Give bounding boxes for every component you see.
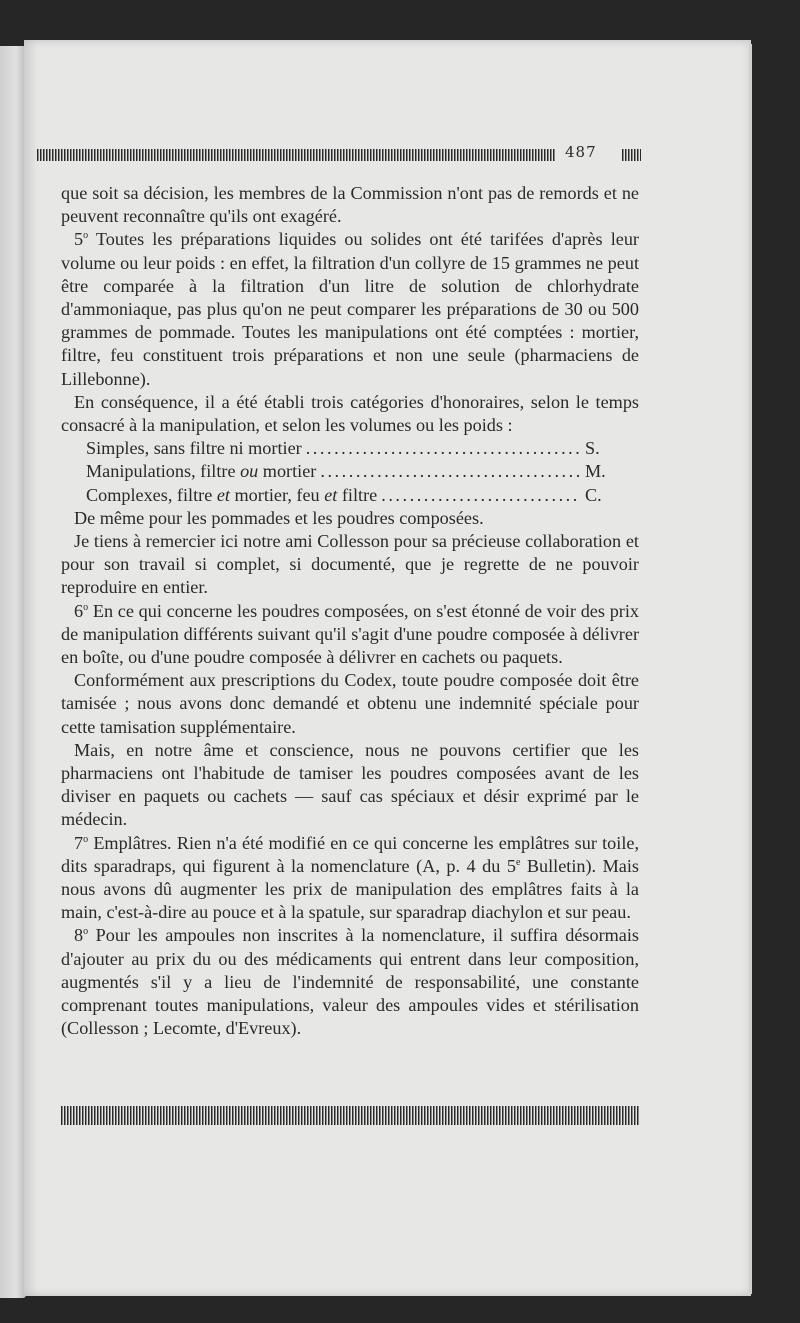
paragraph-7: 7$^o$ Emplâtres. Rien n'a été modifié en ce qui concerne les emplâtres sur toile, dits sparadraps, qui figurent à la nomenclature (A, p. 4 du 5e Bulletin). Mais nous avons dû augmenter les prix de manipulation des emplâtres faits à la main, c'est-à-dire au pouce et à la spatule, sur sparadrap diachylon et sur peau. — [61, 832, 639, 923]
category-code: S. — [585, 438, 600, 459]
category-code: M. — [585, 461, 606, 482]
category-row-simples: Simples, sans filtre ni mortier . . . S. — [86, 437, 639, 460]
header-rule-short — [622, 149, 641, 161]
body-text — [61, 182, 639, 1040]
bottom-rule — [61, 1106, 639, 1125]
header-rule — [37, 149, 555, 161]
paragraph: que soit sa décision, les membres de la Commission n'ont pas de remords et ne peuvent reconnaître qu'ils ont exagéré. — [61, 183, 639, 227]
paragraph: Mais, en notre âme et conscience, nous ne pouvons certifier que les pharmaciens ont l'habitude de tamiser les poudres composées avant de les diviser en paquets ou cachets — sauf cas spéciaux et désir exprimé par le médecin. — [61, 739, 639, 830]
leader-dots — [381, 484, 581, 507]
paragraph: Je tiens à remercier ici notre ami Collesson pour sa précieuse collaboration et pour son travail si complet, si documenté, que je regrette de ne pouvoir reproduire en entier. — [61, 531, 639, 598]
paragraph-5: 5$^o$ Toutes les préparations liquides ou solides ont été tarifées d'après leur volume ou leur poids : en effet, la filtration d'un collyre de 15 grammes ne peut être comparée à la filtration d'un litre de solution de chlorhydrate d'ammoniaque, pas plus qu'on ne peut comparer les préparations de 30 ou 500 grammes de pommade. Toutes les manipulations ont été comptées : mortier, filtre, feu constituent trois préparations et non une seule (pharmaciens de Lillebonne). — [61, 229, 639, 389]
page-number: 487 — [565, 143, 597, 161]
paragraph-6: 6$^o$ En ce qui concerne les poudres composées, on s'est étonné de voir des prix de manipulation différents suivant qu'il s'agit d'une poudre composée à délivrer en boîte, ou d'une poudre composée à délivrer en cachets ou paquets. — [61, 600, 639, 668]
paragraph-8: 8$^o$ Pour les ampoules non inscrites à la nomenclature, il suffira désormais d'ajouter au prix du ou des médicaments qui entrent dans leur composition, augmentés s'il y a lieu de l'indemnité de responsabilité, une constante comprenant toutes manipulations, valeur des ampoules vides et stérilisation (Collesson ; Lecomte, d'Evreux). — [61, 925, 639, 1039]
paragraph: En conséquence, il a été établi trois catégories d'honoraires, selon le temps consacré à la manipulation, et selon les volumes ou les poids : — [61, 391, 639, 436]
leader-dots — [320, 460, 581, 483]
paragraph: Conformément aux prescriptions du Codex, toute poudre composée doit être tamisée ; nous avons donc demandé et obtenu une indemnité spéciale pour cette tamisation supplémentaire. — [61, 670, 639, 737]
paragraph: De même pour les pommades et les poudres composées. — [74, 507, 484, 528]
facing-page-edge — [0, 46, 26, 1298]
page-edge — [749, 44, 752, 1294]
category-row-manipulations: Manipulations, filtre ou mortier . . . M. — [86, 460, 639, 483]
running-header — [37, 143, 641, 162]
category-list — [61, 437, 639, 507]
leader-dots — [306, 437, 581, 460]
category-row-complexes: Complexes, filtre et mortier, feu et filtre . . . C. — [86, 484, 639, 507]
category-code: C. — [585, 484, 602, 505]
